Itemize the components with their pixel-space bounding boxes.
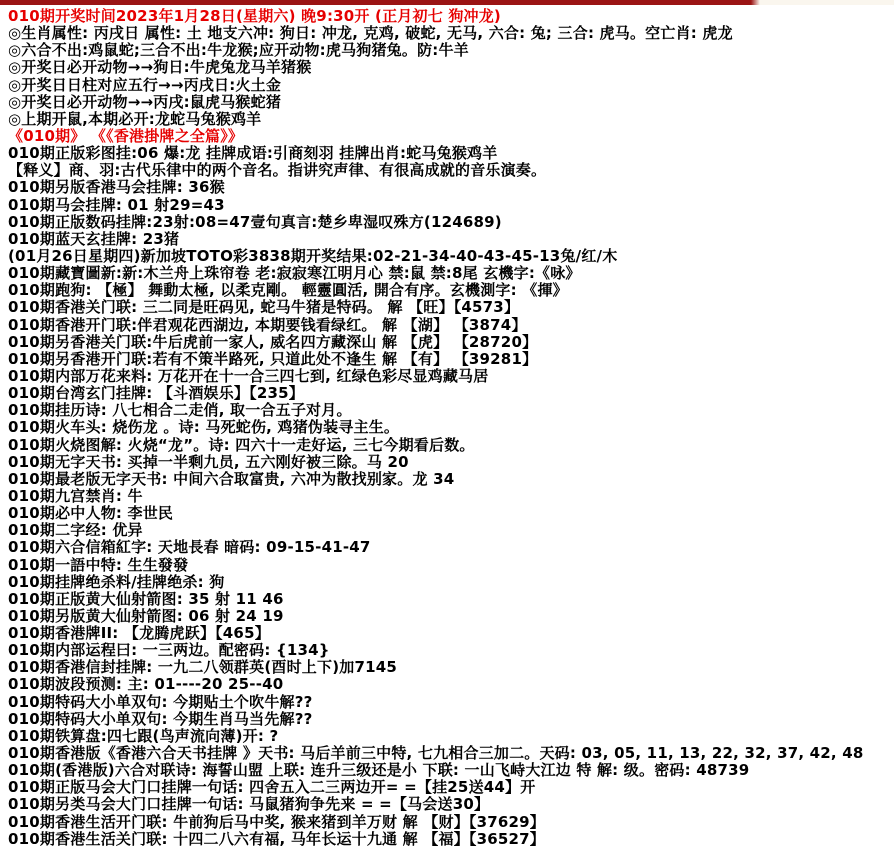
info-line-16: 010期藏寶圖新:新:木兰舟上珠帘卷 老:寂寂寒江明月心 禁:鼠 禁:8尾 玄機字:《咏》 (8, 265, 581, 283)
info-line-35: 010期正版黄大仙射箭图: 35 射 11 46 (8, 590, 284, 608)
info-line-17: 010期跑狗: 【極】 舞動太極, 以柔克剛。 輕靈圓活, 開合有序。玄機測字: 《揮》 (8, 282, 568, 300)
info-line-8: 《010期》 《《香港掛牌之全篇》》 (8, 127, 244, 145)
info-line-3: ◎六合不出:鸡鼠蛇;三合不出:牛龙猴;应开动物:虎马狗猪兔。防:牛羊 (8, 42, 469, 60)
info-line-48: 010期香港生活开门联: 牛前狗后马中奖, 猴来猪到羊万财 解 【财】【37629】 (8, 813, 545, 831)
info-line-14: 010期蓝天玄挂牌: 23猪 (8, 230, 180, 248)
info-line-47: 010期另类马会大门口挂牌一句话: 马鼠猪狗争先来 = =【马会送30】 (8, 796, 490, 814)
info-line-40: 010期波段预测: 主: 01----20 25--40 (8, 676, 284, 694)
info-line-31: 010期二字经: 优异 (8, 522, 143, 540)
info-line-49: 010期香港生活关门联: 十四二八六有福, 马年长运十九通 解 【福】【36527】 (8, 830, 545, 848)
info-line-33: 010期一語中特: 生生發發 (8, 556, 189, 574)
info-line-15: (01月26日星期四)新加坡TOTO彩3838期开奖结果:02-21-34-40-43-45-13兔/红/木 (8, 247, 618, 265)
info-line-36: 010期另版黄大仙射箭图: 06 射 24 19 (8, 607, 284, 625)
info-line-4: ◎开奖日必开动物→→狗日:牛虎兔龙马羊猪猴 (8, 59, 312, 77)
info-line-41: 010期特码大小单双句: 今期贴土个吹牛解?? (8, 693, 313, 711)
info-line-46: 010期正版马会大门口挂牌一句话: 四舍五入二三两边开= =【挂25送44】开 (8, 779, 536, 797)
info-line-5: ◎开奖日日柱对应五行→→丙戌日:火土金 (8, 76, 282, 94)
info-line-45: 010期(香港版)六合对联诗: 海誓山盟 上联: 连升三级还是小 下联: 一山飞峙大江边 特 解: 级。密码: 48739 (8, 762, 750, 780)
info-line-30: 010期必中人物: 李世民 (8, 505, 174, 523)
info-line-2: ◎生肖属性: 丙戌日 属性: 土 地支六冲: 狗日: 冲龙, 克鸡, 破蛇, 无马, 六合: 兔; 三合: 虎马。空亡肖: 虎龙 (8, 25, 733, 43)
info-line-13: 010期正版数码挂牌:23射:08=47壹句真言:楚乡卑湿叹殊方(124689) (8, 213, 502, 231)
info-line-38: 010期内部运程曰: 一三两边。配密码: {134} (8, 642, 330, 660)
info-line-11: 010期另版香港马会挂牌: 36猴 (8, 179, 225, 197)
info-line-25: 010期火车头: 烧伤龙 。诗: 马死蛇伤, 鸡猪伪装寻主生。 (8, 419, 400, 437)
info-line-12: 010期马会挂牌: 01 射29=43 (8, 196, 225, 214)
info-line-39: 010期香港信封挂牌: 一九二八领群英(酉时上下)加7145 (8, 659, 397, 677)
info-line-37: 010期香港牌II: 【龙腾虎跃】【465】 (8, 625, 270, 643)
info-line-10: 【释义】商、羽:古代乐律中的两个音名。指讲究声律、有很高成就的音乐演奏。 (8, 162, 547, 180)
info-line-9: 010期正版彩图挂:06 爆:龙 挂牌成语:引商刻羽 挂牌出肖:蛇马兔猴鸡羊 (8, 145, 498, 163)
info-line-1: 010期开奖时间2023年1月28日(星期六) 晚9:30开 (正月初七 狗冲龙) (8, 8, 501, 25)
info-line-29: 010期九宫禁肖: 牛 (8, 487, 143, 505)
info-line-44: 010期香港版《香港六合天书挂牌 》天书: 马后羊前三中特, 七九相合三加二。天码: 03, 05, 11, 13, 22, 32, 37, 42, 48 (8, 745, 864, 763)
info-line-24: 010期挂历诗: 八七相合二走俏, 取一合五子对月。 (8, 402, 352, 420)
info-line-32: 010期六合信箱紅字: 天地長春 暗码: 09-15-41-47 (8, 539, 371, 557)
info-line-26: 010期火烧图解: 火烧“龙”。诗: 四六十一走好运, 三七今期看后数。 (8, 436, 475, 454)
info-line-34: 010期挂牌绝杀料/挂牌绝杀: 狗 (8, 573, 225, 591)
info-line-21: 010期另香港开门联:若有不策半路死, 只道此处不逢生 解 【有】 【39281】 (8, 350, 538, 368)
info-line-23: 010期台湾玄门挂牌: 【斗酒娱乐】【235】 (8, 385, 304, 403)
info-line-22: 010期内部万花来料: 万花开在十一合三四七到, 红绿色彩尽显鸡藏马居 (8, 367, 489, 385)
info-line-20: 010期另香港关门联:牛后虎前一家人, 威名四方藏深山 解 【虎】 【28720】 (8, 333, 538, 351)
info-line-18: 010期香港关门联: 三二同是旺码见, 蛇马牛猪是特码。 解 【旺】【4573】 (8, 299, 520, 317)
info-line-19: 010期香港开门联:伴君观花西湖边, 本期要钱看绿红。 解 【湖】 【3874】 (8, 316, 527, 334)
info-line-7: ◎上期开鼠,本期必开:龙蛇马兔猴鸡羊 (8, 110, 262, 128)
info-line-27: 010期无字天书: 买掉一半剩九员, 五六刚好被三除。马 20 (8, 453, 409, 471)
info-line-42: 010期特码大小单双句: 今期生肖马当先解?? (8, 710, 313, 728)
lottery-info-sheet (0, 5, 894, 848)
info-line-6: ◎开奖日必开动物→→丙戌:鼠虎马猴蛇猪 (8, 93, 282, 111)
info-line-43: 010期铁算盘:四七跟(鸟声流向薄)开: ? (8, 727, 279, 745)
info-line-28: 010期最老版无字天书: 中间六合取富贵, 六冲为散找别家。龙 34 (8, 470, 455, 488)
